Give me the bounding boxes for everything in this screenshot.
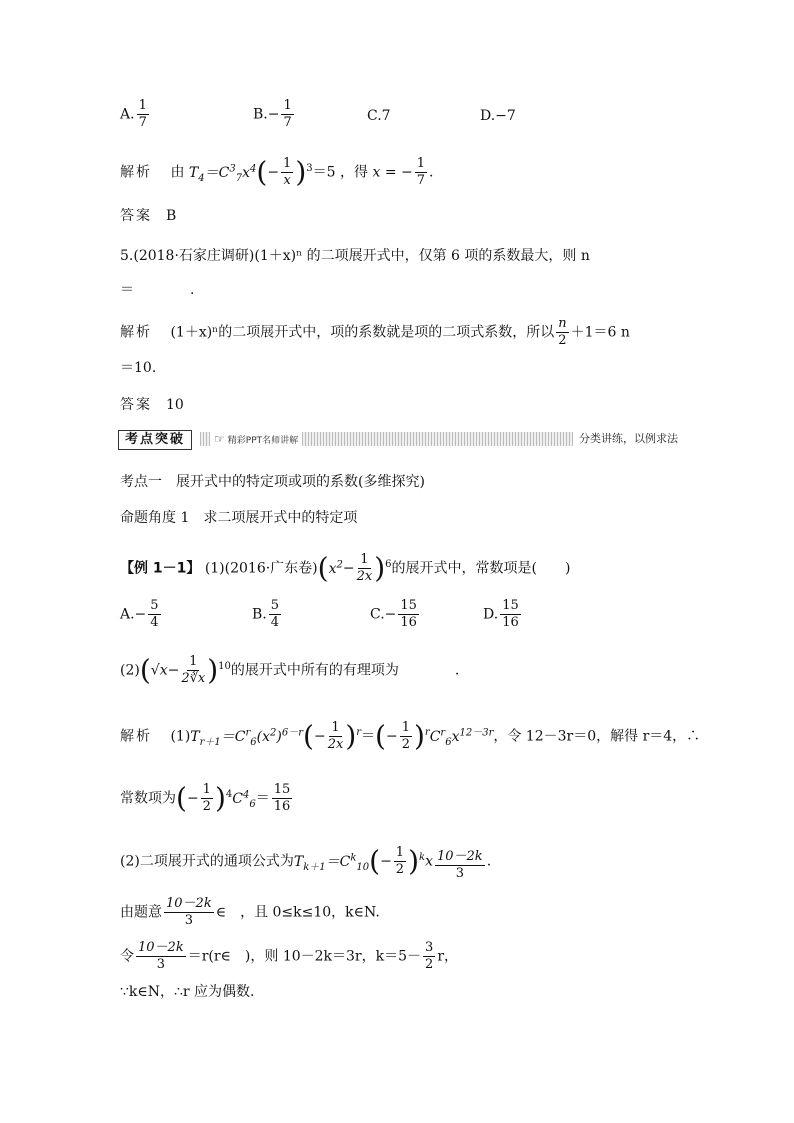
option-b-num: 1 bbox=[283, 98, 292, 113]
solution-label-q5: 解析 bbox=[120, 324, 152, 341]
sol-frac-3-den: 2 bbox=[202, 799, 211, 814]
ex-option-c-num: 15 bbox=[400, 598, 417, 613]
solution-q4-mid: ，得 bbox=[340, 164, 368, 181]
solution-q5-after: ＋1＝6 n bbox=[570, 324, 630, 341]
sol-result-num: 15 bbox=[273, 782, 291, 797]
ex-option-c-frac bbox=[398, 598, 419, 631]
solution-q4-equals: = − bbox=[384, 164, 413, 181]
solution-q4-end: . bbox=[429, 164, 434, 181]
sol-ex-p2-line3-b: ＝r(r∈ )，则 10－2k＝3r，k＝5－ bbox=[187, 948, 422, 965]
sol-paren-3: ( bbox=[176, 781, 187, 815]
ex-option-c-den: 16 bbox=[400, 615, 417, 630]
banner-title: 考点突破 bbox=[118, 430, 192, 450]
ex-frac-num: 1 bbox=[360, 552, 369, 567]
sol4-den: 7 bbox=[416, 173, 426, 188]
option-b-prefix: B.− bbox=[253, 106, 280, 123]
option-a-prefix: A. bbox=[120, 106, 135, 123]
ex-option-b-prefix: B. bbox=[252, 606, 267, 623]
sol-ex-p1-line2-text: 常数项为 bbox=[120, 790, 176, 807]
paren-open: ( bbox=[256, 155, 268, 189]
ex-x2: $x^2$ bbox=[328, 558, 343, 577]
ex-option-a-den: 4 bbox=[150, 615, 159, 630]
example-part1-source: (1)(2016·广东卷) bbox=[204, 560, 318, 577]
sol-frac-2-num: 1 bbox=[401, 720, 410, 735]
ex-option-d bbox=[483, 598, 523, 631]
sol5-den: 2 bbox=[558, 333, 567, 348]
sol5-num: n bbox=[558, 316, 567, 331]
sol-paren-2: ( bbox=[375, 719, 386, 753]
answer-label: 答案 bbox=[120, 208, 152, 224]
ex-option-d-num: 15 bbox=[502, 598, 519, 613]
sol-cond-num: 10－2k bbox=[166, 896, 212, 911]
example-part1-end: 的展开式中，常数项是( ) bbox=[391, 560, 571, 577]
sol-ex-p2-line2-b: ∈ ，且 0≤k≤10，k∈N. bbox=[215, 904, 380, 921]
example-label: 【例 1－1】 bbox=[120, 560, 201, 577]
sol-cond-den: 3 bbox=[184, 913, 193, 928]
sol-result-den: 16 bbox=[273, 799, 291, 814]
formula-frac bbox=[281, 156, 293, 189]
sol-k-num: 3 bbox=[425, 940, 434, 955]
sol-paren-2c: ) bbox=[413, 719, 425, 753]
banner-subtitle-text: 精彩PPT名师讲解 bbox=[227, 436, 299, 446]
sol-let-frac bbox=[136, 940, 186, 973]
sol-k-den: 2 bbox=[425, 957, 434, 972]
option-c: C.7 bbox=[367, 108, 391, 124]
option-a-num: 1 bbox=[138, 98, 147, 113]
sol-frac-2-den: 2 bbox=[401, 737, 410, 752]
frac-den-x: x bbox=[283, 173, 291, 188]
solution-q4-x: x bbox=[372, 164, 381, 181]
sol-paren-4c: ) bbox=[408, 844, 420, 878]
sol-frac-3 bbox=[201, 782, 213, 815]
ex2-frac-num: 1 bbox=[189, 654, 198, 669]
solution-q5-text: (1＋x)ⁿ的二项展开式中，项的系数就是项的二项式系数，所以 bbox=[170, 324, 555, 341]
option-d: D.−7 bbox=[480, 108, 516, 124]
answer-q4 bbox=[120, 206, 176, 226]
sol-let-den: 3 bbox=[156, 957, 165, 972]
ex-paren-open: ( bbox=[317, 551, 329, 585]
formula-tr1: $T_{r+1}=C^r_6(x^2)^{6-r}$ bbox=[190, 726, 304, 748]
ex-option-c bbox=[370, 598, 421, 631]
solution-ex-part2-line2 bbox=[120, 896, 380, 929]
ex-option-b-den: 4 bbox=[270, 615, 280, 630]
topic-heading: 考点一 展开式中的特定项或项的系数(多维探究) bbox=[120, 474, 425, 490]
solution-ex-part1-line2: 常数项为(− $\frac{1}{2}$ )$^4C^4_6=$ $\frac{15}{16}$ bbox=[120, 781, 291, 815]
solution-ex-part2-line3 bbox=[120, 940, 458, 973]
frac-num-1: 1 bbox=[283, 156, 292, 171]
banner-subtitle bbox=[210, 430, 302, 450]
solution-label-ex: 解析 bbox=[120, 728, 152, 745]
sol-x-power: x bbox=[425, 853, 433, 870]
example-1-1-part1: 【例 1－1】 (1)(2016·广东卷)($x^2-$ $\frac{1}{2x}$ )$^6$的展开式中，常数项是( ) bbox=[120, 551, 571, 585]
solution-q5 bbox=[120, 316, 630, 349]
ex2-frac-den: 2∛x bbox=[181, 671, 206, 686]
option-b-fraction bbox=[281, 98, 293, 131]
section-banner bbox=[118, 430, 680, 448]
answer-q4-value: B bbox=[166, 208, 177, 224]
ex-option-b bbox=[252, 598, 283, 631]
solution-label: 解析 bbox=[120, 164, 152, 181]
example-part2-prefix: (2) bbox=[120, 662, 140, 679]
answer-label-q5: 答案 bbox=[120, 397, 152, 413]
sol-frac-3-num: 1 bbox=[202, 782, 211, 797]
sol-let-num: 10－2k bbox=[138, 940, 184, 955]
paren-close: ) bbox=[295, 155, 307, 189]
solution-ex-part2-line1: (2)二项展开式的通项公式为$T_{k+1}=C^k_{10}(-$ $\frac{1}{2}$ )$^k$x $\frac{10-2k}{3}$ . bbox=[120, 844, 492, 881]
ex-option-a bbox=[120, 598, 163, 631]
solution-q4: 解析 由 $T_4=C^3_7x^4(-$ $\frac{1}{x}$ )$^3$＝5 ，得 x = − $\frac{1}{7}$ . bbox=[120, 155, 434, 189]
sol-k-frac bbox=[423, 940, 435, 973]
sol-ex-p2-line2-a: 由题意 bbox=[120, 904, 162, 921]
sol-frac-4-num: 1 bbox=[395, 845, 405, 860]
banner-right-text: 分类讲练，以例求法 bbox=[573, 430, 680, 448]
example-1-1-part2: (2)(√x− $\frac{1}{2∛x}$ )$^{10}$的展开式中所有的有理项为 . bbox=[120, 653, 460, 687]
sol-paren-1: ( bbox=[303, 719, 314, 753]
angle-heading: 命题角度 1 求二项展开式中的特定项 bbox=[120, 510, 358, 526]
formula-t4: $T_4=C^3_7x^4$ bbox=[188, 162, 257, 184]
option-b bbox=[253, 98, 296, 131]
solution-q4-fraction bbox=[415, 156, 427, 189]
ex-paren-close: ) bbox=[374, 551, 386, 585]
formula-tk1: $T_{k+1}=C^k_{10}$ bbox=[293, 851, 370, 873]
sol-frac-4-den: 2 bbox=[395, 862, 405, 877]
sol-frac-4 bbox=[394, 845, 406, 878]
sol-ex-p2-line1-text: (2)二项展开式的通项公式为 bbox=[120, 853, 294, 870]
solution-q5-fraction bbox=[556, 316, 568, 349]
question-5-line1: 5.(2018·石家庄调研)(1＋x)ⁿ 的二项展开式中，仅第 6 项的系数最大，则 n bbox=[120, 248, 590, 264]
ex-option-d-den: 16 bbox=[502, 615, 519, 630]
sol-frac-1 bbox=[328, 720, 344, 753]
ex-option-b-num: 5 bbox=[270, 598, 280, 613]
ex-option-d-frac bbox=[500, 598, 521, 631]
example-part2-end: 的展开式中所有的有理项为 . bbox=[230, 662, 460, 679]
ex2-paren-open: ( bbox=[139, 653, 151, 687]
sol-paren-3c: ) bbox=[214, 781, 226, 815]
sol-cond-frac bbox=[164, 896, 214, 929]
sol-ex-p1-tail: ，令 12－3r＝0，解得 r＝4，∴ bbox=[493, 728, 701, 745]
ex-frac bbox=[357, 552, 373, 585]
sol-paren-1c: ) bbox=[345, 719, 357, 753]
option-a-den: 7 bbox=[138, 115, 147, 130]
solution-ex-part2-line4: ∵k∈N，∴r 应为偶数. bbox=[120, 984, 255, 1000]
ex2-sqrt-x: √x bbox=[150, 662, 168, 679]
sol-frac-1-den: 2x bbox=[327, 737, 344, 752]
option-a-fraction bbox=[137, 98, 149, 131]
sol4-num: 1 bbox=[416, 156, 426, 171]
answer-q5 bbox=[120, 395, 184, 415]
answer-q5-value: 10 bbox=[166, 397, 184, 413]
ex-frac-den: 2x bbox=[356, 569, 373, 584]
ex-option-a-frac bbox=[148, 598, 160, 631]
ex-option-b-frac bbox=[269, 598, 281, 631]
ex-option-c-prefix: C.− bbox=[370, 606, 397, 623]
sol-paren-4: ( bbox=[369, 844, 381, 878]
ex-option-a-num: 5 bbox=[150, 598, 159, 613]
pointing-hand-icon: ☞ bbox=[214, 432, 225, 446]
solution-q5-line2: ＝10. bbox=[120, 360, 157, 376]
ex-option-a-prefix: A.− bbox=[120, 606, 147, 623]
sol-ex-p2-line3-a: 令 bbox=[120, 948, 134, 965]
sol-result-frac bbox=[272, 782, 293, 815]
sol-c46: $C^4_6$ bbox=[232, 788, 256, 810]
sol-ex-p1-start: (1) bbox=[170, 728, 191, 745]
sol-exponent-frac bbox=[435, 849, 485, 882]
solution-q4-pre: 由 bbox=[170, 164, 185, 181]
ex2-paren-close: ) bbox=[207, 653, 219, 687]
sol-cr6: $C^r_6x^{12-3r}$ bbox=[429, 726, 494, 748]
option-b-den: 7 bbox=[283, 115, 292, 130]
sol-exp-num: 10－2k bbox=[436, 848, 483, 864]
sol-frac-2 bbox=[400, 720, 412, 753]
solution-ex-part1: 解析 $(1)T_{r+1}=C^r_6(x^2)^{6-r}(-$ $\frac{1}{2x}$ )$^r$＝(− $\frac{1}{2}$ )$^rC^r_6x^{12-3r}$，令 12－3r＝0，解得 r＝4，∴ bbox=[120, 719, 701, 753]
sol-frac-1-num: 1 bbox=[331, 720, 340, 735]
sol-ex-p2-line3-c: r， bbox=[437, 948, 459, 965]
ex-option-d-prefix: D. bbox=[483, 606, 499, 623]
ex2-frac bbox=[181, 654, 205, 687]
option-a bbox=[120, 98, 151, 131]
sol-exp-den: 3 bbox=[455, 865, 464, 881]
question-5-line2: ＝ . bbox=[120, 282, 195, 298]
